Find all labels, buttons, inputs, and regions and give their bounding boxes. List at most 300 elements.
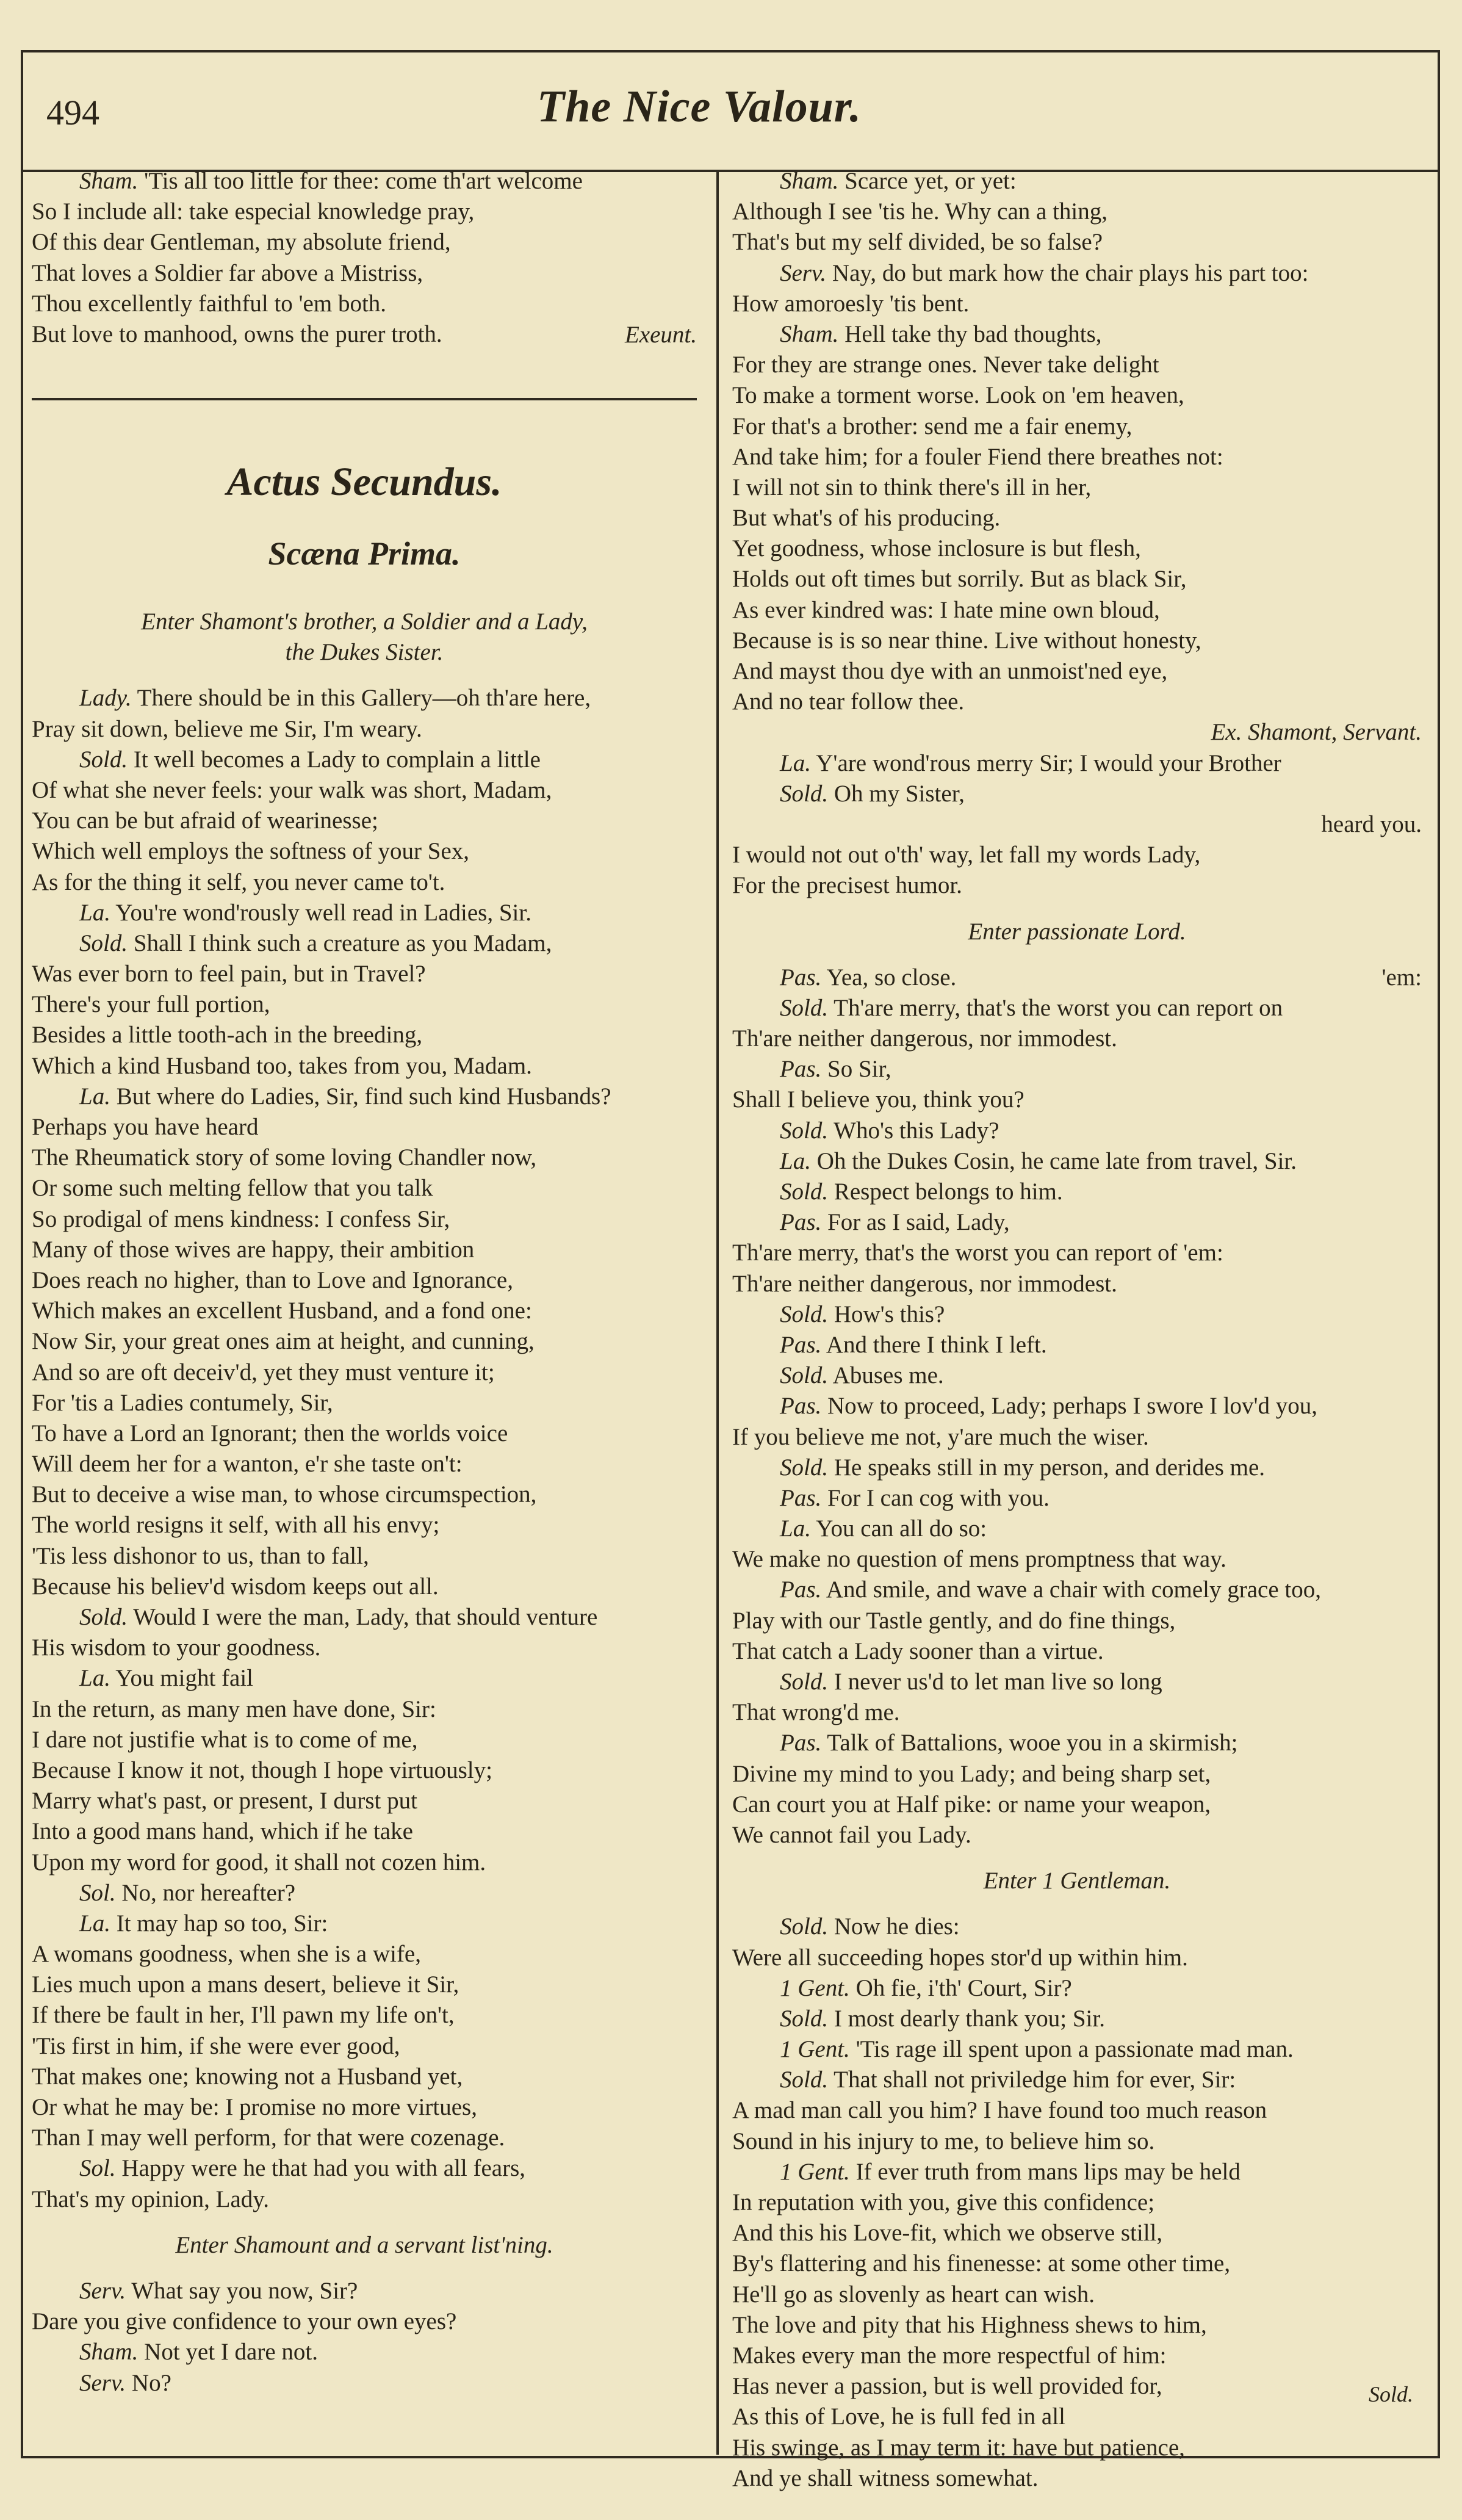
speaker-label: Sold. bbox=[780, 2005, 829, 2032]
text-line bbox=[732, 1453, 1422, 1483]
text-line bbox=[732, 1483, 1422, 1514]
line-text: Makes every man the more respectful of him: bbox=[732, 2342, 1167, 2369]
speaker-label: Sham. bbox=[79, 2339, 139, 2366]
text-line bbox=[732, 2463, 1422, 2494]
line-text: Would I were the man, Lady, that should venture bbox=[133, 1604, 598, 1630]
line-text: Upon my word for good, it shall not cozen him. bbox=[32, 1849, 486, 1876]
text-line bbox=[732, 2248, 1422, 2279]
text-line bbox=[32, 836, 697, 867]
line-text: Yea, so close. bbox=[826, 964, 957, 991]
text-line bbox=[32, 1694, 697, 1725]
text-line bbox=[32, 1204, 697, 1235]
line-text: And this his Love-fit, which we observe still, bbox=[732, 2220, 1163, 2247]
line-text: There's your full portion, bbox=[32, 991, 270, 1018]
line-text: Marry what's past, or present, I durst put bbox=[32, 1788, 417, 1814]
text-line bbox=[732, 1299, 1422, 1330]
text-line bbox=[32, 1725, 697, 1755]
line-text: Abuses me. bbox=[832, 1362, 944, 1389]
line-text: Will deem her for a wanton, e'r she taste on't: bbox=[32, 1451, 463, 1478]
line-text: Shall I believe you, think you? bbox=[732, 1086, 1024, 1113]
text-line bbox=[732, 350, 1422, 380]
text-line bbox=[732, 2341, 1422, 2371]
exit-direction: Ex. Shamont, Servant. bbox=[1211, 719, 1422, 746]
line-text: If ever truth from mans lips may be held bbox=[855, 2158, 1241, 2185]
text-line bbox=[32, 683, 697, 713]
speaker-label: Sold. bbox=[780, 994, 829, 1021]
text-line bbox=[32, 1020, 697, 1050]
text-line bbox=[32, 1786, 697, 1816]
line-text: That wrong'd me. bbox=[732, 1699, 900, 1726]
text-line bbox=[732, 656, 1422, 687]
text-line bbox=[32, 989, 697, 1020]
text-line bbox=[732, 595, 1422, 626]
line-text: So prodigal of mens kindness: I confess Sir, bbox=[32, 1205, 450, 1232]
speaker-label: Sold. bbox=[79, 1604, 128, 1630]
text-line bbox=[32, 1173, 697, 1204]
text-line bbox=[732, 1759, 1422, 1789]
line-text: That loves a Soldier far above a Mistriss, bbox=[32, 259, 423, 286]
exeunt-direction: Exeunt. bbox=[624, 322, 697, 348]
speaker-label: La. bbox=[780, 1515, 811, 1542]
line-text: Th'are neither dangerous, nor immodest. bbox=[732, 1025, 1117, 1052]
line-text: Or some such melting fellow that you talk bbox=[32, 1175, 433, 1202]
text-line bbox=[732, 472, 1422, 503]
speaker-label: Sham. bbox=[79, 168, 139, 194]
right-speech-4 bbox=[732, 962, 1422, 1850]
line-text: But love to manhood, owns the purer troth. bbox=[32, 320, 442, 347]
speaker-label: Serv. bbox=[79, 2369, 126, 2396]
line-text: Y'are wond'rous merry Sir; I would your Brother bbox=[816, 749, 1281, 776]
text-line bbox=[32, 775, 697, 806]
text-line bbox=[732, 533, 1422, 564]
text-line bbox=[732, 258, 1422, 289]
line-text: If you believe me not, y'are much the wiser. bbox=[732, 1423, 1149, 1450]
text-line bbox=[32, 1878, 697, 1908]
text-line bbox=[732, 2280, 1422, 2310]
exeunt-line bbox=[32, 320, 697, 350]
line-text: Of this dear Gentleman, my absolute friend, bbox=[32, 229, 451, 256]
text-line bbox=[32, 1663, 697, 1694]
text-line bbox=[32, 2092, 697, 2123]
text-line bbox=[732, 1667, 1422, 1697]
speaker-label: Pas. bbox=[780, 1056, 822, 1083]
line-text: Now Sir, your great ones aim at height, and cunning, bbox=[32, 1328, 535, 1355]
line-text: Oh fie, i'th' Court, Sir? bbox=[855, 1974, 1072, 2001]
speaker-label: Serv. bbox=[780, 259, 827, 286]
speaker-label: Lady. bbox=[79, 685, 132, 712]
text-line bbox=[32, 1051, 697, 1081]
text-line bbox=[732, 319, 1422, 350]
text-line bbox=[732, 2157, 1422, 2187]
text-line bbox=[732, 1238, 1422, 1268]
line-text: Now to proceed, Lady; perhaps I swore I lov'd you, bbox=[827, 1393, 1318, 1420]
line-text: Because is is so near thine. Live without honesty, bbox=[732, 627, 1201, 654]
text-line bbox=[732, 1575, 1422, 1605]
line-text: That makes one; knowing not a Husband yet, bbox=[32, 2063, 463, 2090]
line-text: We cannot fail you Lady. bbox=[732, 1821, 971, 1848]
text-line bbox=[32, 1357, 697, 1388]
text-line bbox=[732, 564, 1422, 594]
line-text: Which a kind Husband too, takes from you, Madam. bbox=[32, 1052, 532, 1079]
line-text: Yet goodness, whose inclosure is but flesh, bbox=[732, 535, 1141, 562]
text-line bbox=[732, 503, 1422, 533]
text-line bbox=[32, 1296, 697, 1326]
text-line bbox=[732, 1085, 1422, 1115]
line-text: Was ever born to feel pain, but in Travel? bbox=[32, 961, 426, 987]
line-text: 'Tis all too little for thee: come th'art welcome bbox=[144, 168, 583, 194]
text-line bbox=[732, 1330, 1422, 1360]
line-text: There should be in this Gallery—oh th'are here, bbox=[137, 685, 591, 712]
text-line bbox=[32, 1908, 697, 1939]
heard-you-text: heard you. bbox=[1321, 811, 1422, 837]
text-line bbox=[732, 442, 1422, 472]
text-line bbox=[732, 687, 1422, 717]
line-text: But to deceive a wise man, to whose circumspection, bbox=[32, 1481, 537, 1508]
line-text: That's but my self divided, be so false? bbox=[732, 229, 1103, 256]
line-text: I will not sin to think there's ill in her, bbox=[732, 474, 1092, 500]
text-line bbox=[732, 1912, 1422, 1942]
text-line bbox=[32, 959, 697, 989]
line-text: But what's of his producing. bbox=[732, 505, 1001, 532]
speaker-label: Pas. bbox=[780, 1576, 822, 1603]
line-text: Of what she never feels: your walk was short, Madam, bbox=[32, 776, 552, 803]
text-line bbox=[32, 2153, 697, 2184]
line-text: Pray sit down, believe me Sir, I'm weary. bbox=[32, 715, 422, 742]
line-text: Now he dies: bbox=[834, 1913, 960, 1940]
text-line bbox=[732, 993, 1422, 1024]
text-line bbox=[732, 1269, 1422, 1299]
line-text: I would not out o'th' way, let fall my words Lady, bbox=[732, 842, 1201, 868]
text-line bbox=[732, 2004, 1422, 2034]
text-line bbox=[32, 258, 697, 289]
text-line bbox=[732, 2034, 1422, 2065]
right-speech-1 bbox=[732, 166, 1422, 717]
text-line bbox=[32, 197, 697, 227]
text-line bbox=[732, 1360, 1422, 1391]
text-line bbox=[32, 898, 697, 928]
right-speech-3 bbox=[732, 840, 1422, 901]
text-line bbox=[732, 779, 1422, 809]
line-text: The world resigns it self, with all his envy; bbox=[32, 1512, 440, 1539]
text-line bbox=[32, 2062, 697, 2092]
line-text: I dare not justifie what is to come of me, bbox=[32, 1726, 418, 1753]
speaker-label: La. bbox=[780, 749, 811, 776]
text-line bbox=[732, 1054, 1422, 1085]
line-text: 'Tis less dishonor to us, than to fall, bbox=[32, 1542, 369, 1569]
speaker-label: Pas. bbox=[780, 1730, 822, 1756]
text-line bbox=[732, 2126, 1422, 2157]
line-text: Happy were he that had you with all fears, bbox=[121, 2155, 526, 2182]
speaker-label: Sol. bbox=[79, 2155, 116, 2182]
line-text: Play with our Tastle gently, and do fine things, bbox=[732, 1607, 1176, 1634]
text-line bbox=[32, 1816, 697, 1847]
speaker-label: Sold. bbox=[79, 746, 128, 773]
left-speech bbox=[32, 683, 697, 2214]
line-text: Th'are neither dangerous, nor immodest. bbox=[732, 1270, 1117, 1297]
line-text: He speaks still in my person, and derides me. bbox=[834, 1454, 1266, 1481]
text-line bbox=[32, 166, 697, 197]
line-text: And so are oft deceiv'd, yet they must venture it; bbox=[32, 1359, 495, 1385]
text-line bbox=[32, 2306, 697, 2337]
text-line bbox=[732, 1697, 1422, 1728]
line-text: For 'tis a Ladies contumely, Sir, bbox=[32, 1389, 333, 1416]
text-line bbox=[32, 867, 697, 898]
speaker-label: Sol. bbox=[79, 1879, 116, 1906]
text-line bbox=[32, 1081, 697, 1112]
text-line bbox=[32, 1143, 697, 1173]
line-text: Many of those wives are happy, their ambition bbox=[32, 1236, 475, 1263]
line-text: You might fail bbox=[115, 1665, 254, 1692]
line-text: So I include all: take especial knowledge pray, bbox=[32, 198, 475, 225]
speaker-label: La. bbox=[79, 1665, 110, 1692]
text-line bbox=[732, 1606, 1422, 1636]
line-text: Dare you give confidence to your own eyes? bbox=[32, 2308, 457, 2335]
text-line bbox=[32, 1541, 697, 1572]
exit-line bbox=[732, 717, 1422, 748]
line-text: Respect belongs to him. bbox=[834, 1179, 1063, 1205]
text-line bbox=[32, 2123, 697, 2153]
speaker-label: Serv. bbox=[79, 2277, 126, 2304]
line-text: How's this? bbox=[834, 1301, 945, 1327]
line-text: I never us'd to let man live so long bbox=[834, 1669, 1162, 1695]
line-text: No, nor hereafter? bbox=[121, 1879, 296, 1906]
text-line bbox=[732, 962, 1422, 993]
line-text: As this of Love, he is full fed in all bbox=[732, 2403, 1065, 2430]
line-text: For as I said, Lady, bbox=[827, 1209, 1010, 1236]
right-column bbox=[732, 166, 1422, 2494]
line-text: Holds out oft times but sorrily. But as black Sir, bbox=[732, 566, 1187, 593]
text-line bbox=[32, 2184, 697, 2215]
text-line bbox=[732, 2310, 1422, 2341]
line-text: As for the thing it self, you never came to't. bbox=[32, 868, 445, 895]
line-text: Shall I think such a creature as you Madam, bbox=[133, 930, 552, 956]
stage-direction-3: Enter passionate Lord. bbox=[968, 918, 1186, 945]
text-line bbox=[32, 2031, 697, 2062]
line-text: So Sir, bbox=[827, 1056, 891, 1083]
line-text: In the return, as many men have done, Sir: bbox=[32, 1695, 436, 1722]
text-line bbox=[732, 2065, 1422, 2095]
stage-direction-1-line-2: the Dukes Sister. bbox=[285, 639, 444, 666]
line-text: That's my opinion, Lady. bbox=[32, 2186, 270, 2212]
em-fragment: 'em: bbox=[1381, 964, 1422, 991]
line-text: And ye shall witness somewhat. bbox=[732, 2464, 1039, 2491]
line-text: How amoroesly 'tis bent. bbox=[732, 290, 970, 317]
line-text: Which well employs the softness of your Sex, bbox=[32, 838, 470, 865]
line-text: Thou excellently faithful to 'em both. bbox=[32, 290, 387, 317]
text-line bbox=[732, 1636, 1422, 1667]
speaker-label: Sham. bbox=[780, 168, 839, 194]
text-line bbox=[732, 166, 1422, 197]
text-line bbox=[732, 2187, 1422, 2218]
text-line bbox=[32, 1235, 697, 1265]
text-line bbox=[732, 1391, 1422, 1421]
text-line bbox=[732, 197, 1422, 227]
speaker-label: Sold. bbox=[780, 1913, 829, 1940]
line-text: Although I see 'tis he. Why can a thing, bbox=[732, 198, 1108, 225]
line-text: Does reach no higher, than to Love and Ignorance, bbox=[32, 1266, 513, 1293]
text-line bbox=[732, 1146, 1422, 1177]
text-line bbox=[32, 1418, 697, 1449]
text-line bbox=[32, 2000, 697, 2031]
speaker-label: Sold. bbox=[79, 930, 128, 956]
stage-direction-1-line-1: Enter Shamont's brother, a Soldier and a Lady, bbox=[141, 608, 588, 635]
stage-direction-4: Enter 1 Gentleman. bbox=[983, 1868, 1171, 1894]
text-line bbox=[32, 1265, 697, 1296]
text-line bbox=[32, 1939, 697, 1969]
line-text: No? bbox=[131, 2369, 171, 2396]
line-text: You can all do so: bbox=[816, 1515, 987, 1542]
speaker-label: Sold. bbox=[780, 780, 829, 807]
line-text: For that's a brother: send me a fair enemy, bbox=[732, 413, 1133, 439]
text-line bbox=[732, 2371, 1422, 2402]
text-line bbox=[732, 870, 1422, 901]
speaker-label: Sold. bbox=[780, 1301, 829, 1327]
speaker-label: La. bbox=[79, 1910, 110, 1937]
line-text: Hell take thy bad thoughts, bbox=[844, 320, 1102, 347]
text-line bbox=[732, 840, 1422, 870]
heard-you-line bbox=[732, 809, 1422, 840]
line-text: It well becomes a Lady to complain a little bbox=[133, 746, 541, 773]
text-line bbox=[32, 1449, 697, 1479]
speaker-label: Sham. bbox=[780, 320, 839, 347]
text-line bbox=[32, 2276, 697, 2306]
text-line bbox=[732, 2218, 1422, 2248]
column-divider bbox=[716, 172, 719, 2455]
line-text: Than I may well perform, for that were cozenage. bbox=[32, 2125, 505, 2151]
line-text: Oh the Dukes Cosin, he came late from travel, Sir. bbox=[816, 1147, 1297, 1174]
line-text: Divine my mind to you Lady; and being sharp set, bbox=[732, 1760, 1211, 1787]
text-line bbox=[732, 2433, 1422, 2463]
line-text: Besides a little tooth-ach in the breeding, bbox=[32, 1022, 423, 1049]
line-text: As ever kindred was: I hate mine own bloud, bbox=[732, 596, 1160, 623]
line-text: Not yet I dare not. bbox=[144, 2339, 318, 2366]
line-text: And there I think I left. bbox=[826, 1331, 1047, 1358]
line-text: Nay, do but mark how the chair plays his part too: bbox=[832, 259, 1309, 286]
text-line bbox=[732, 380, 1422, 411]
speaker-label: Sold. bbox=[780, 1117, 829, 1144]
text-line bbox=[732, 1422, 1422, 1453]
text-line bbox=[732, 626, 1422, 656]
speaker-label: Sold. bbox=[780, 1179, 829, 1205]
text-line bbox=[32, 1602, 697, 1633]
text-line bbox=[732, 411, 1422, 442]
line-text: Or what he may be: I promise no more virtues, bbox=[32, 2094, 477, 2120]
text-line bbox=[32, 1326, 697, 1357]
line-text: And smile, and wave a chair with comely grace too, bbox=[826, 1576, 1321, 1603]
speaker-label: 1 Gent. bbox=[780, 1974, 850, 2001]
text-line bbox=[32, 227, 697, 258]
line-text: And no tear follow thee. bbox=[732, 688, 965, 715]
text-line bbox=[732, 1544, 1422, 1575]
line-text: Into a good mans hand, which if he take bbox=[32, 1818, 413, 1845]
left-column-body bbox=[32, 427, 697, 2399]
text-line bbox=[732, 748, 1422, 779]
catchword: Sold. bbox=[1368, 2382, 1413, 2406]
line-text: Perhaps you have heard bbox=[32, 1114, 259, 1140]
speaker-label: Pas. bbox=[780, 964, 822, 991]
speaker-label: La. bbox=[780, 1147, 811, 1174]
line-text: A mad man call you him? I have found too much reason bbox=[732, 2097, 1267, 2124]
line-text: Can court you at Half pike: or name your weapon, bbox=[732, 1791, 1211, 1818]
speaker-label: 1 Gent. bbox=[780, 2036, 850, 2063]
line-text: For they are strange ones. Never take delight bbox=[732, 352, 1159, 378]
line-text: A womans goodness, when she is a wife, bbox=[32, 1941, 421, 1968]
text-line bbox=[732, 1024, 1422, 1054]
text-line bbox=[32, 289, 697, 319]
text-line bbox=[732, 1973, 1422, 2004]
line-text: 'Tis rage ill spent upon a passionate mad man. bbox=[855, 2036, 1294, 2063]
text-line bbox=[732, 1177, 1422, 1207]
speaker-label: La. bbox=[79, 1083, 110, 1110]
line-text: Th'are merry, that's the worst you can report on bbox=[834, 994, 1283, 1021]
line-text: Were all succeeding hopes stor'd up within him. bbox=[732, 1944, 1188, 1971]
text-line bbox=[32, 928, 697, 959]
speaker-label: Pas. bbox=[780, 1331, 822, 1358]
line-text: Sound in his injury to me, to believe him so. bbox=[732, 2128, 1155, 2154]
text-line bbox=[32, 1510, 697, 1540]
text-line bbox=[732, 1789, 1422, 1820]
right-speech-2 bbox=[732, 748, 1422, 809]
line-text: Because I know it not, though I hope virtuously; bbox=[32, 1756, 492, 1783]
text-line bbox=[732, 1207, 1422, 1238]
line-text: Th'are merry, that's the worst you can report of 'em: bbox=[732, 1240, 1223, 1266]
line-text: That shall not priviledge him for ever, Sir: bbox=[834, 2067, 1236, 2093]
line-text: His swinge, as I may term it: have but patience, bbox=[732, 2434, 1185, 2461]
text-line bbox=[32, 1969, 697, 2000]
line-text: For the precisest humor. bbox=[732, 872, 962, 899]
line-text: That catch a Lady sooner than a virtue. bbox=[732, 1637, 1104, 1664]
text-line bbox=[732, 1728, 1422, 1758]
page-number: 494 bbox=[46, 93, 99, 132]
speaker-label: Sold. bbox=[780, 1362, 829, 1389]
line-text: And take him; for a fouler Fiend there breathes not: bbox=[732, 443, 1223, 470]
line-text: I most dearly thank you; Sir. bbox=[834, 2005, 1105, 2032]
line-text: You're wond'rously well read in Ladies, Sir. bbox=[115, 899, 531, 926]
speaker-label: Sold. bbox=[780, 2067, 829, 2093]
speaker-label: Pas. bbox=[780, 1484, 822, 1511]
text-line bbox=[32, 2368, 697, 2399]
line-text: If there be fault in her, I'll pawn my life on't, bbox=[32, 2002, 455, 2029]
line-text: Has never a passion, but is well provided for, bbox=[732, 2373, 1162, 2400]
text-line bbox=[732, 1943, 1422, 1973]
line-text: You can be but afraid of wearinesse; bbox=[32, 807, 378, 834]
line-text: Talk of Battalions, wooe you in a skirmish; bbox=[827, 1730, 1238, 1756]
text-line bbox=[732, 1514, 1422, 1544]
text-line bbox=[732, 2402, 1422, 2432]
text-line bbox=[732, 1820, 1422, 1850]
running-title: The Nice Valour. bbox=[537, 82, 862, 132]
line-text: Scarce yet, or yet: bbox=[844, 168, 1017, 194]
text-line bbox=[32, 1388, 697, 1418]
line-text: The Rheumatick story of some loving Chandler now, bbox=[32, 1144, 537, 1171]
speaker-label: Sold. bbox=[780, 1454, 829, 1481]
line-text: It may hap so too, Sir: bbox=[116, 1910, 328, 1937]
text-line bbox=[32, 1633, 697, 1663]
line-text: Oh my Sister, bbox=[834, 780, 965, 807]
line-text: Who's this Lady? bbox=[834, 1117, 999, 1144]
line-text: For I can cog with you. bbox=[827, 1484, 1050, 1511]
line-text: To make a torment worse. Look on 'em heaven, bbox=[732, 382, 1184, 409]
left-bottom-speech bbox=[32, 2276, 697, 2399]
line-text: By's flattering and his finenesse: at some other time, bbox=[732, 2250, 1231, 2277]
line-text: To have a Lord an Ignorant; then the worlds voice bbox=[32, 1420, 508, 1446]
text-line bbox=[732, 1116, 1422, 1146]
speaker-label: Pas. bbox=[780, 1209, 822, 1236]
text-line bbox=[732, 2095, 1422, 2126]
line-text: We make no question of mens promptness that way. bbox=[732, 1546, 1226, 1573]
line-text: In reputation with you, give this confidence; bbox=[732, 2189, 1155, 2215]
speaker-label: Pas. bbox=[780, 1393, 822, 1420]
